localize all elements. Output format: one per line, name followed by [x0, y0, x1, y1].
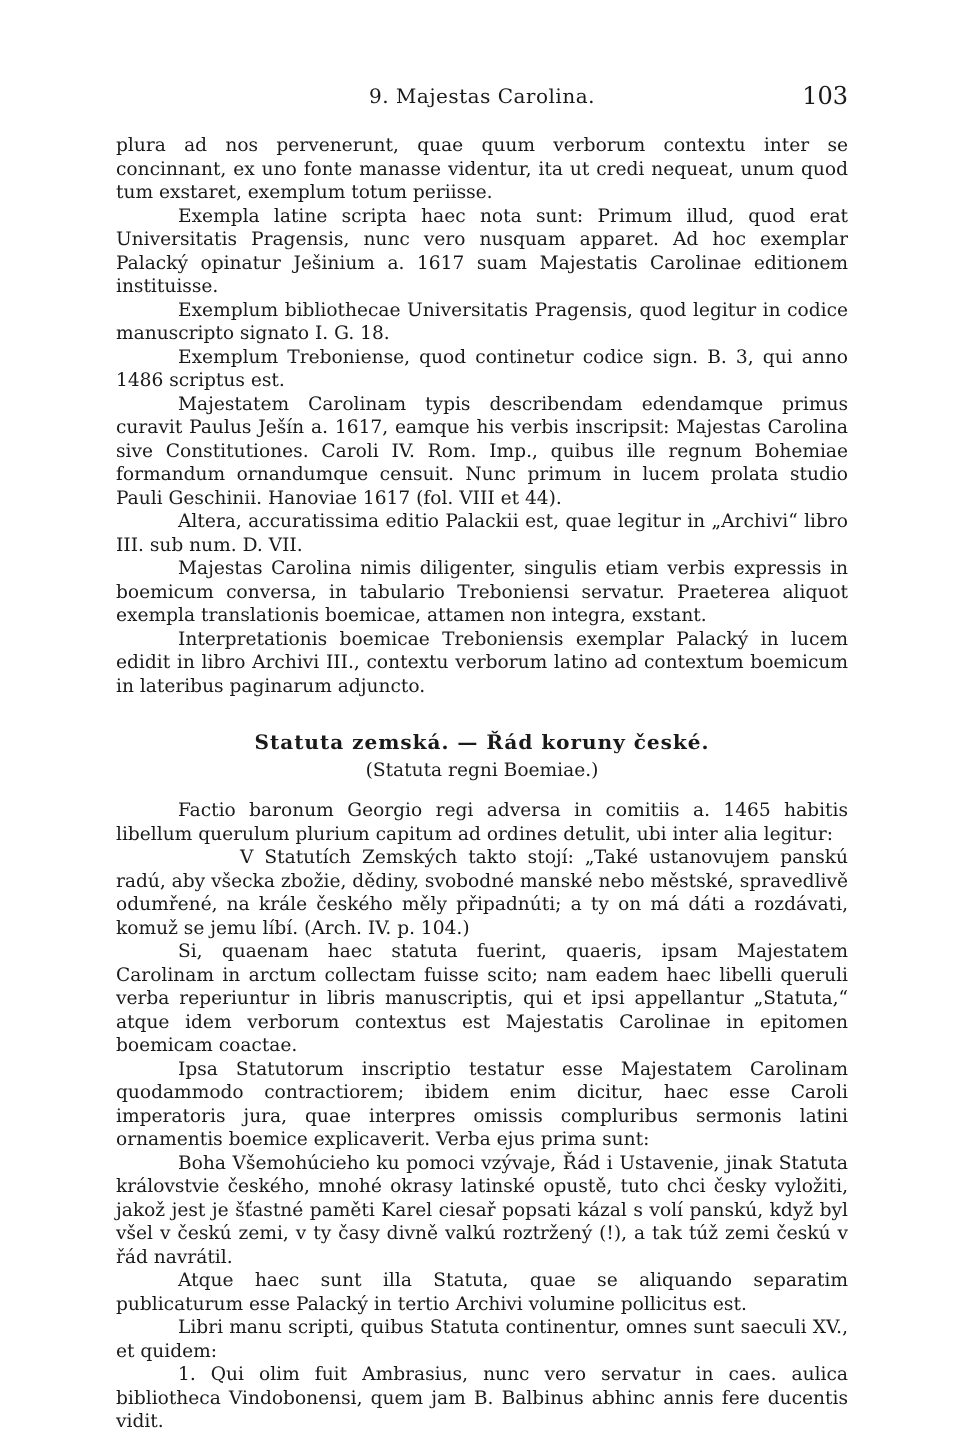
paragraph: Libri manu scripti, quibus Statuta continentur, omnes sunt saeculi XV., et quidem: — [116, 1317, 848, 1362]
paragraph: Interpretationis boemicae Treboniensis exemplar Palacký in lucem edidit in libro Archivi III., contextu verborum latino ad contextum boemicum in lateribus paginarum adjuncto. — [116, 628, 848, 697]
paragraph: 1. Qui olim fuit Ambrasius, nunc vero servatur in caes. aulica bibliotheca Vindobonensi, quem jam B. Balbinus abhinc annis fere ducentis vidit. — [116, 1364, 848, 1432]
body-text-middle — [116, 940, 848, 1434]
quotation-block — [116, 846, 848, 940]
paragraph: Exemplum Treboniense, quod continetur codice sign. B. 3, qui anno 1486 scriptus est. — [116, 346, 848, 391]
page-number: 103 — [802, 82, 848, 110]
paragraph: Exemplum bibliothecae Universitatis Pragensis, quod legitur in codice manuscripto signato I. G. 18. — [116, 299, 848, 344]
page — [116, 84, 848, 1434]
body-text-intro — [116, 799, 848, 846]
paragraph: Atque haec sunt illa Statuta, quae se aliquando separatim publicaturum esse Palacký in tertio Archivi volumine pollicitus est. — [116, 1270, 848, 1315]
paragraph: Altera, accuratissima editio Palackii est, quae legitur in „Archivi“ libro III. sub num. D. VII. — [116, 511, 848, 556]
section-heading: Statuta zemská. — Řád koruny české. — [254, 730, 710, 754]
paragraph: Exempla latine scripta haec nota sunt: Primum illud, quod erat Universitatis Pragensis, nunc vero nusquam apparet. Ad hoc exemplar Palacký opinatur Ješinium a. 1617 suam Majestatis Carolinae editionem instituisse. — [116, 205, 848, 297]
body-text-top — [116, 134, 848, 698]
running-head — [116, 84, 848, 114]
paragraph: Majestatem Carolinam typis describendam edendamque primus curavit Paulus Ješín a. 1617, eamque his verbis inscripsit: Majestas Carolina sive Constitutiones. Caroli IV. Rom. Imp., quibus ille regnum Bohemiae formandum ornandumque censuit. Nunc primum in lucem prolata studio Pauli Geschinii. Hanoviae 1617 (fol. VIII et 44). — [116, 393, 848, 509]
paragraph: plura ad nos pervenerunt, quae quum verborum contextu inter se concinnant, ex uno fonte manasse videntur, ita ut credi nequeat, unum quod tum exstaret, exemplum totum periisse. — [116, 135, 848, 203]
paragraph: Majestas Carolina nimis diligenter, singulis etiam verbis expressis in boemicum conversa, in tabulario Treboniensi servatur. Praeterea aliquot exempla translationis boemicae, attamen non integra, exstant. — [116, 558, 848, 626]
section-subheading: (Statuta regni Boemiae.) — [365, 760, 599, 781]
paragraph: Ipsa Statutorum inscriptio testatur esse Majestatem Carolinam quodammodo contractiorem; ibidem enim dicitur, haec esse Caroli imperatoris jura, quae interpres omissis compluribus sermonis latini ornamentis boemice explicaverit. Verba ejus prima sunt: — [116, 1058, 848, 1150]
running-title: 9. Majestas Carolina. — [368, 84, 595, 108]
paragraph: Boha Všemohúcieho ku pomoci vzývaje, Řád i Ustavenie, jinak Statuta královstvie českého, mnohé okrasy latinské opustě, tuto chci česky vyložiti, jakož jest je šťastné paměti Karel ciesař popsati kázal s volí panskú, když byl všel v českú zemi, v ty časy divně valkú roztržený (!), a tak túž zemi českú v řád navrátil. — [116, 1152, 848, 1268]
paragraph: Factio baronum Georgio regi adversa in comitiis a. 1465 habitis libellum querulum plurium capitum ad ordines detulit, ubi inter alia legitur: — [116, 800, 848, 845]
quotation: V Statutích Zemských takto stojí: „Také ustanovujem panskú radú, aby všecka zbožie, dědiny, svobodné manské nebo městské, spravedlivě odumřené, na krále českého měly připadnúti; a ty on má dáti a rozdávati, komuž se jemu líbí. (Arch. IV. p. 104.) — [116, 847, 848, 939]
paragraph: Si, quaenam haec statuta fuerint, quaeris, ipsam Majestatem Carolinam in arctum collectam fuisse scito; nam eadem haec libelli queruli verba reperiuntur in libris manuscriptis, qui et ipsi appellantur „Statuta,“ atque idem verborum contextus est Majestatis Carolinae in epitomen boemicam coactae. — [116, 941, 848, 1056]
